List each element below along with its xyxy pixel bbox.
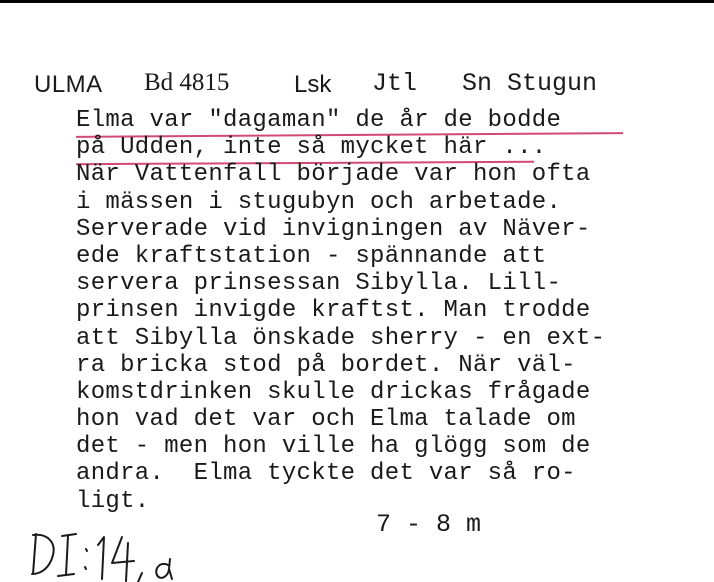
page-reference: 7 - 8 m <box>376 510 482 539</box>
card-header <box>34 69 654 101</box>
text-line: ede kraftstation - spännande att <box>76 242 547 270</box>
text-line: andra. Elma tyckte det var så ro- <box>76 460 576 488</box>
text-line: servera prinsessan Sibylla. Lill- <box>76 270 562 298</box>
text-line: Elma var "dagaman" de år de bodde <box>76 107 562 134</box>
text-line: hon vad det var och Elma talade om <box>76 406 576 434</box>
text-line: i mässen i stugubyn och arbetade. <box>76 188 562 216</box>
text-line: prinsen invigde kraftst. Man trodde <box>76 297 591 325</box>
volume-number: Bd 4815 <box>144 69 230 96</box>
text-line: komstdrinken skulle drickas frågade <box>76 378 591 406</box>
text-line: ligt. <box>76 487 150 515</box>
text-line: När Vattenfall började var hon ofta <box>76 161 591 189</box>
text-line: det - men hon ville ha glögg som de <box>76 433 591 461</box>
card-body-text <box>76 107 676 515</box>
province-code: Jtl <box>372 69 418 98</box>
text-line: Serverade vid invigningen av Näver- <box>76 215 591 243</box>
text-line: ra bricka stod på bordet. När väl- <box>76 351 576 379</box>
county-code: Lsk <box>294 71 332 98</box>
text-line: att Sibylla önskade sherry - en ext- <box>76 324 606 352</box>
archive-name: ULMA <box>34 71 103 98</box>
text-line: på Udden, inte så mycket här ... <box>76 134 547 162</box>
parish-name: Sn Stugun <box>462 69 598 98</box>
handwritten-code-mark <box>0 519 200 582</box>
